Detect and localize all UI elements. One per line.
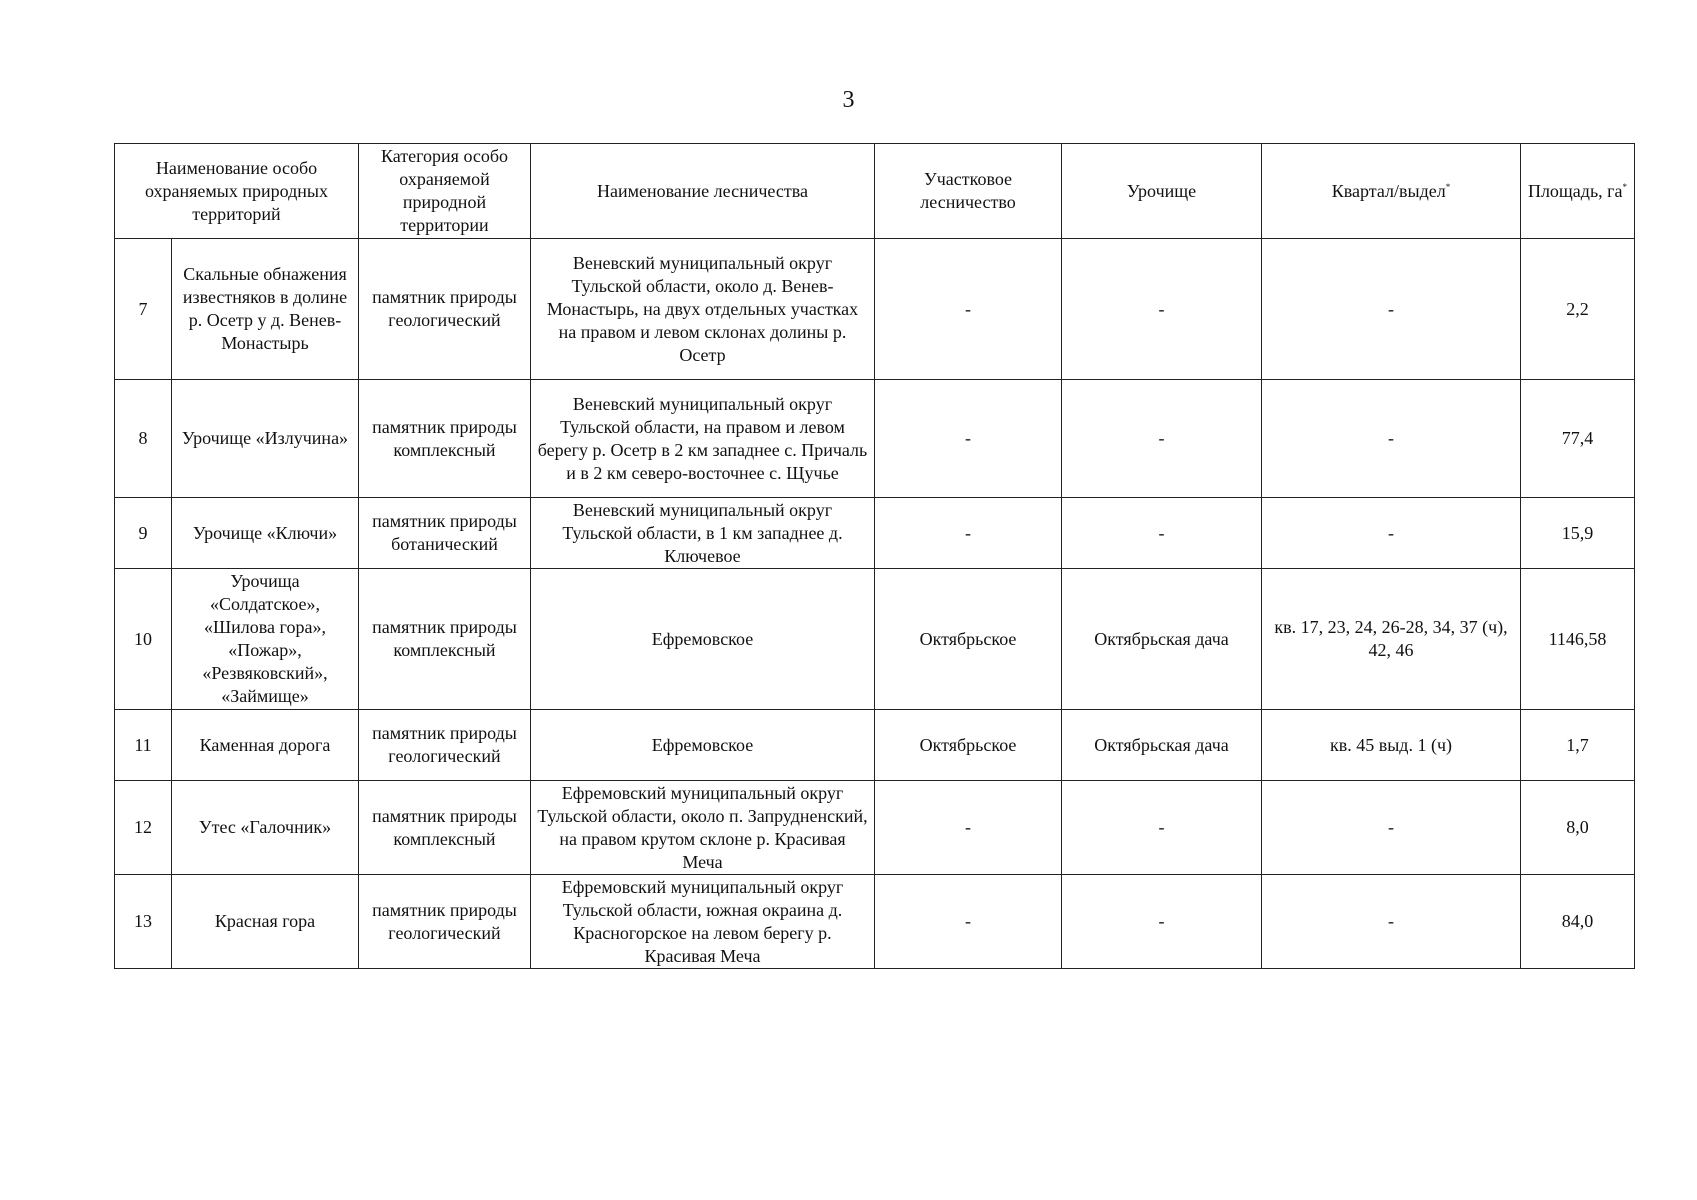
header-forestry: Наименование лесничества xyxy=(531,144,875,239)
area-hectares: 8,0 xyxy=(1521,781,1635,875)
area-name: Каменная дорога xyxy=(172,710,359,781)
forestry-name: Веневский муниципальный округ Тульской области, около д. Венев-Монастырь, на двух отдельных участках на правом и левом склонах долины р. Осетр xyxy=(531,239,875,380)
district-forestry: - xyxy=(875,380,1062,498)
forestry-name: Ефремовское xyxy=(531,710,875,781)
area-hectares: 15,9 xyxy=(1521,498,1635,569)
header-district-forestry: Участковое лесничество xyxy=(875,144,1062,239)
table-row xyxy=(115,498,1635,569)
table-row xyxy=(115,569,1635,710)
area-hectares: 84,0 xyxy=(1521,875,1635,969)
row-number: 8 xyxy=(115,380,172,498)
forestry-name: Ефремовский муниципальный округ Тульской области, южная окраина д. Красногорское на левом берегу р. Красивая Меча xyxy=(531,875,875,969)
area-category: памятник природы геологический xyxy=(359,875,531,969)
area-hectares: 77,4 xyxy=(1521,380,1635,498)
forestry-name: Веневский муниципальный округ Тульской области, на правом и левом берегу р. Осетр в 2 км западнее с. Причаль и в 2 км северо-восточнее с. Щучье xyxy=(531,380,875,498)
quarter-allotment: кв. 17, 23, 24, 26-28, 34, 37 (ч), 42, 46 xyxy=(1262,569,1521,710)
row-number: 10 xyxy=(115,569,172,710)
district-forestry: - xyxy=(875,239,1062,380)
area-name: Урочище «Ключи» xyxy=(172,498,359,569)
area-category: памятник природы ботанический xyxy=(359,498,531,569)
area-name: Урочища «Солдатское», «Шилова гора», «Пожар», «Резвяковский», «Займище» xyxy=(172,569,359,710)
protected-areas-table xyxy=(114,143,1635,969)
header-quarter-footnote-mark: * xyxy=(1445,181,1451,192)
area-category: памятник природы комплексный xyxy=(359,569,531,710)
area-hectares: 2,2 xyxy=(1521,239,1635,380)
tract-name: - xyxy=(1062,239,1262,380)
district-forestry: - xyxy=(875,498,1062,569)
area-category: памятник природы комплексный xyxy=(359,781,531,875)
header-quarter xyxy=(1262,144,1521,239)
table-row xyxy=(115,710,1635,781)
table-row xyxy=(115,380,1635,498)
area-category: памятник природы геологический xyxy=(359,239,531,380)
tract-name: Октябрьская дача xyxy=(1062,710,1262,781)
district-forestry: - xyxy=(875,781,1062,875)
quarter-allotment: - xyxy=(1262,875,1521,969)
row-number: 9 xyxy=(115,498,172,569)
area-hectares: 1146,58 xyxy=(1521,569,1635,710)
tract-name: Октябрьская дача xyxy=(1062,569,1262,710)
area-category: памятник природы геологический xyxy=(359,710,531,781)
row-number: 13 xyxy=(115,875,172,969)
header-area-footnote-mark: * xyxy=(1622,181,1628,192)
tract-name: - xyxy=(1062,498,1262,569)
tract-name: - xyxy=(1062,875,1262,969)
tract-name: - xyxy=(1062,380,1262,498)
header-name: Наименование особо охраняемых природных территорий xyxy=(115,144,359,239)
quarter-allotment: кв. 45 выд. 1 (ч) xyxy=(1262,710,1521,781)
district-forestry: Октябрьское xyxy=(875,569,1062,710)
table-header-row xyxy=(115,144,1635,239)
area-name: Утес «Галочник» xyxy=(172,781,359,875)
quarter-allotment: - xyxy=(1262,380,1521,498)
tract-name: - xyxy=(1062,781,1262,875)
area-category: памятник природы комплексный xyxy=(359,380,531,498)
header-area-label: Площадь, га xyxy=(1527,180,1623,201)
header-tract: Урочище xyxy=(1062,144,1262,239)
table-row xyxy=(115,239,1635,380)
area-hectares: 1,7 xyxy=(1521,710,1635,781)
row-number: 12 xyxy=(115,781,172,875)
district-forestry: Октябрьское xyxy=(875,710,1062,781)
quarter-allotment: - xyxy=(1262,498,1521,569)
forestry-name: Ефремовский муниципальный округ Тульской области, около п. Запрудненский, на правом крутом склоне р. Красивая Меча xyxy=(531,781,875,875)
district-forestry: - xyxy=(875,875,1062,969)
header-quarter-label: Квартал/выдел xyxy=(1331,180,1446,201)
quarter-allotment: - xyxy=(1262,781,1521,875)
quarter-allotment: - xyxy=(1262,239,1521,380)
area-name: Скальные обнажения известняков в долине р. Осетр у д. Венев-Монастырь xyxy=(172,239,359,380)
area-name: Красная гора xyxy=(172,875,359,969)
row-number: 7 xyxy=(115,239,172,380)
forestry-name: Веневский муниципальный округ Тульской области, в 1 км западнее д. Ключевое xyxy=(531,498,875,569)
table-row xyxy=(115,875,1635,969)
page-number: 3 xyxy=(842,87,855,113)
row-number: 11 xyxy=(115,710,172,781)
table-row xyxy=(115,781,1635,875)
forestry-name: Ефремовское xyxy=(531,569,875,710)
area-name: Урочище «Излучина» xyxy=(172,380,359,498)
header-category: Категория особо охраняемой природной территории xyxy=(359,144,531,239)
header-area xyxy=(1521,144,1635,239)
